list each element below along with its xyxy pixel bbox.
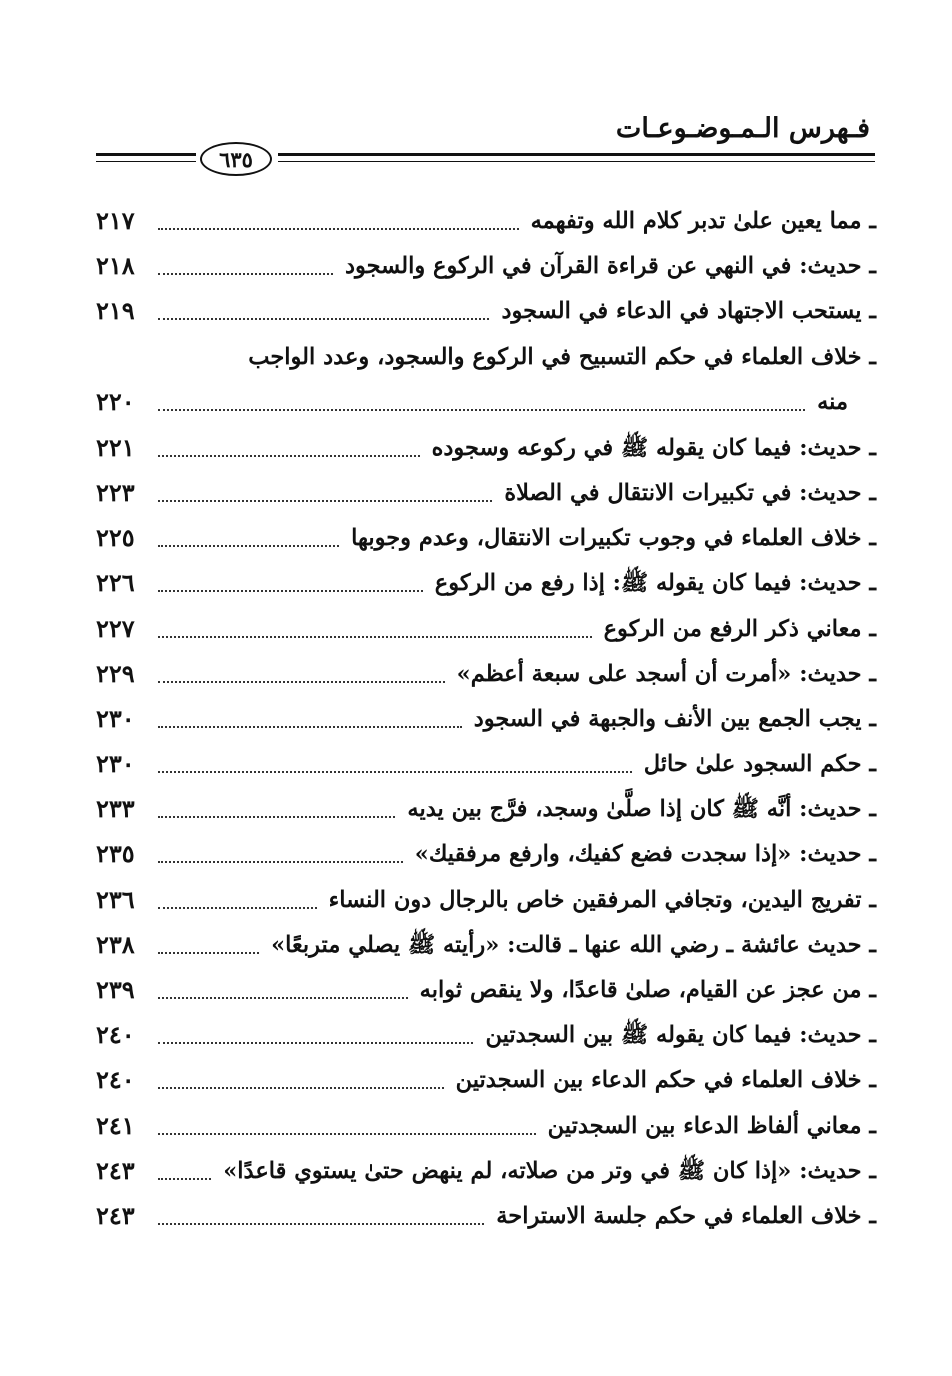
- toc-entry-text: ـ خلاف العلماء في حكم جلسة الاستراحة: [496, 1202, 876, 1229]
- toc-entry: [96, 521, 876, 566]
- toc-entry-page: ٢٤٠: [96, 1020, 135, 1050]
- toc-entry-text: ـ خلاف العلماء في حكم الدعاء بين السجدتين: [455, 1067, 876, 1094]
- toc-entry-text: ـ حديث: «أمرت أن أسجد على سبعة أعظم»: [456, 660, 876, 687]
- toc-entry: [96, 657, 876, 702]
- toc-entry-continuation-text: منه: [817, 388, 848, 415]
- leader-dots: [158, 905, 317, 909]
- toc-entry: [96, 1199, 876, 1244]
- toc-entry: [96, 1109, 876, 1154]
- toc-entry-page: ٢٢١: [96, 432, 135, 462]
- toc-entry: [96, 1063, 876, 1108]
- toc-entry-text: ـ خلاف العلماء في حكم التسبيح في الركوع والسجود، وعدد الواجب: [248, 343, 876, 370]
- toc-entry-page: ٢٤٠: [96, 1065, 135, 1095]
- leader-dots: [158, 995, 408, 999]
- toc-entry: [96, 702, 876, 747]
- toc-entry: [96, 792, 876, 837]
- leader-dots: [158, 498, 492, 502]
- toc-entry-page: ٢١٨: [96, 251, 135, 281]
- header-rule-left-thin: [96, 161, 196, 162]
- toc-entry-page: ٢٣٨: [96, 929, 135, 959]
- toc-entry-text: ـ حديث: «إذا كان ﷺ في وتر من صلاته، لم ينهض حتىٰ يستوي قاعدًا»: [223, 1157, 876, 1184]
- toc-entry-text: ـ حديث: فيما كان يقوله ﷺ بين السجدتين: [485, 1022, 876, 1049]
- toc-entry-continuation: [96, 385, 876, 431]
- toc-entry: [96, 1154, 876, 1199]
- toc-entry-page: ٢٣٦: [96, 884, 135, 914]
- toc-entry: [96, 204, 876, 249]
- toc-entry-page: ٢١٩: [96, 296, 135, 326]
- leader-dots: [158, 1176, 211, 1180]
- toc-entry-text: ـ حديث: أنَّه ﷺ كان إذا صلَّىٰ وسجد، فرَّج بين يديه: [407, 796, 876, 823]
- leader-dots: [158, 1131, 536, 1135]
- toc-entry-text: ـ من عجز عن القيام، صلىٰ قاعدًا، ولا ينقص ثوابه: [419, 977, 876, 1003]
- toc-entry: [96, 340, 876, 385]
- toc-entry-text: ـ حديث: فيما كان يقوله ﷺ في ركوعه وسجوده: [431, 434, 876, 461]
- leader-dots: [158, 588, 423, 592]
- header-rule-right-thick: [278, 153, 875, 156]
- toc-entry-text: ـ مما يعين علىٰ تدبر كلام الله وتفهمه: [530, 208, 876, 234]
- leader-dots: [158, 679, 445, 683]
- toc-entry-text: ـ يجب الجمع بين الأنف والجبهة في السجود: [473, 705, 876, 732]
- toc-entry-text: ـ حديث عائشة ـ رضي الله عنها ـ قالت: «رأيته ﷺ يصلي متربعًا»: [271, 931, 876, 958]
- toc-entry-page: ٢٢٥: [96, 523, 135, 553]
- toc-entry-page: ٢٢٩: [96, 658, 135, 688]
- page-number-badge: ٦٣٥: [200, 142, 272, 176]
- leader-dots: [158, 814, 395, 818]
- toc-entry-text: ـ يستحب الاجتهاد في الدعاء في السجود: [501, 298, 876, 325]
- leader-dots: [158, 407, 805, 411]
- toc-entry-page: ٢١٧: [96, 206, 135, 235]
- toc-entry: [96, 747, 876, 792]
- running-header-title: فـهرس الـمـوضـوعـات: [615, 113, 870, 144]
- toc-entry-text: ـ حديث: فيما كان يقوله ﷺ: إذا رفع من الركوع: [434, 570, 876, 597]
- toc-entry-page: ٢٣٩: [96, 975, 135, 1004]
- table-of-contents: [96, 204, 876, 1244]
- toc-entry-page: ٢٣٣: [96, 794, 135, 824]
- toc-entry-text: ـ خلاف العلماء في وجوب تكبيرات الانتقال، وعدم وجوبها: [351, 525, 876, 552]
- toc-entry-page: ٢٢٠: [96, 386, 135, 416]
- leader-dots: [158, 1221, 484, 1225]
- toc-entry-page: ٢٣٥: [96, 839, 135, 869]
- toc-entry-page: ٢٢٧: [96, 613, 135, 643]
- toc-entry: [96, 928, 876, 973]
- toc-entry-page: ٢٢٣: [96, 477, 135, 507]
- leader-dots: [158, 543, 339, 547]
- toc-entry-page: ٢٤١: [96, 1110, 135, 1140]
- toc-entry: [96, 1018, 876, 1063]
- toc-entry-text: ـ معاني ألفاظ الدعاء بين السجدتين: [547, 1112, 876, 1139]
- toc-entry: [96, 837, 876, 882]
- toc-entry-text: ـ حديث: في تكبيرات الانتقال في الصلاة: [504, 479, 876, 506]
- leader-dots: [158, 271, 333, 275]
- leader-dots: [158, 634, 592, 638]
- toc-entry: [96, 566, 876, 611]
- leader-dots: [158, 724, 462, 728]
- toc-entry-page: ٢٤٣: [96, 1155, 135, 1185]
- leader-dots: [158, 859, 403, 863]
- toc-entry-text: ـ حديث: في النهي عن قراءة القرآن في الركوع والسجود: [344, 253, 876, 280]
- leader-dots: [158, 453, 420, 457]
- toc-entry: [96, 249, 876, 294]
- header-rule-left-thick: [96, 153, 196, 156]
- toc-entry-text: ـ حديث: «إذا سجدت فضع كفيك، وارفع مرفقيك»: [414, 841, 876, 868]
- leader-dots: [158, 950, 259, 954]
- header-rule-right-thin: [278, 161, 875, 162]
- toc-entry: [96, 476, 876, 521]
- toc-entry-text: ـ تفريج اليدين، وتجافي المرفقين خاص بالرجال دون النساء: [328, 886, 876, 913]
- leader-dots: [158, 226, 519, 230]
- toc-entry: [96, 612, 876, 657]
- leader-dots: [158, 1040, 473, 1044]
- leader-dots: [158, 769, 632, 773]
- toc-entry: [96, 883, 876, 928]
- toc-entry-page: ٢٣٠: [96, 703, 135, 733]
- toc-entry-page: ٢٣٠: [96, 749, 135, 779]
- toc-entry-page: ٢٤٣: [96, 1200, 135, 1230]
- toc-entry: [96, 294, 876, 339]
- toc-entry-text: ـ معاني ذكر الرفع من الركوع: [603, 615, 876, 642]
- toc-entry: [96, 431, 876, 476]
- leader-dots: [158, 316, 489, 320]
- toc-entry-text: ـ حكم السجود علىٰ حائل: [643, 751, 876, 778]
- toc-entry-page: ٢٢٦: [96, 568, 135, 598]
- toc-entry: [96, 973, 876, 1018]
- leader-dots: [158, 1085, 444, 1089]
